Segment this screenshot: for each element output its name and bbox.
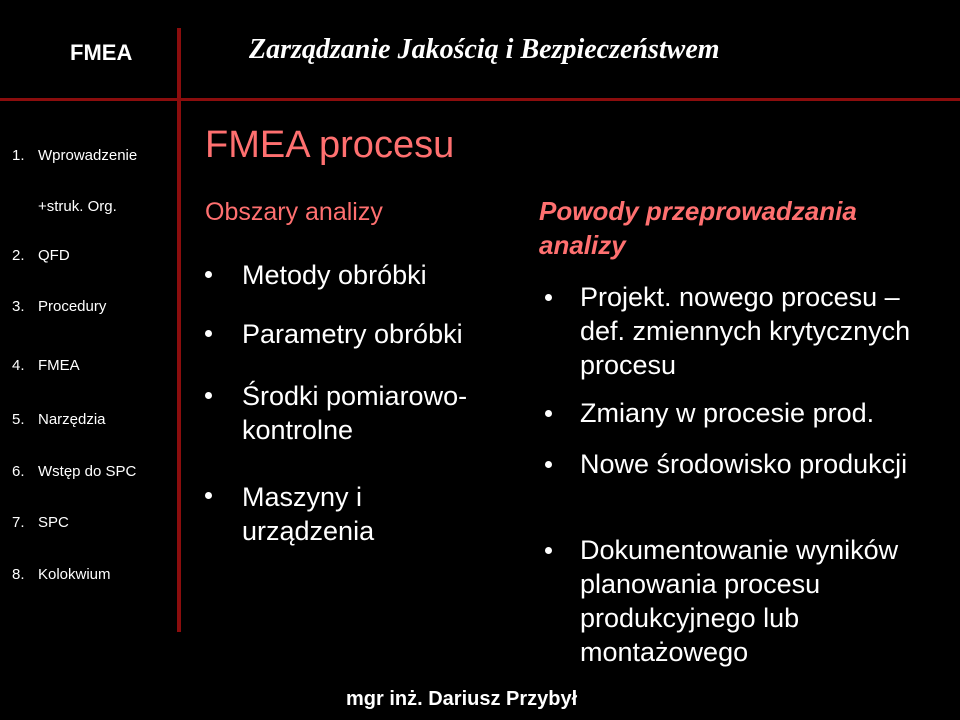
list-item: Metody obróbki (242, 260, 427, 290)
right-subheading: Powody przeprowadzania analizy (539, 196, 857, 260)
sidebar-item-label: SPC (38, 514, 69, 531)
bullet-icon (205, 330, 212, 337)
list-item: Środki pomiarowo-kontrolne (242, 381, 468, 445)
list-item: Maszyny i urządzenia (242, 482, 375, 546)
sidebar-item-struk-org[interactable] (38, 198, 117, 215)
sidebar-item-label: Procedury (38, 298, 107, 315)
list-item: Dokumentowanie wyników planowania procesu produkcyjnego lub montażowego (580, 535, 899, 667)
sidebar-item-wprowadzenie[interactable]: 1. Wprowadzenie (12, 147, 138, 164)
bullet-icon (545, 461, 552, 468)
sidebar-item-wstep-do-spc[interactable]: 6. Wstęp do SPC (12, 463, 137, 480)
sidebar-item-label: QFD (38, 247, 70, 264)
sidebar-item-label: Narzędzia (38, 411, 106, 428)
bullet-icon (545, 294, 552, 301)
sidebar-divider (177, 28, 181, 632)
brand-label: FMEA (70, 40, 133, 65)
sidebar-item-fmea[interactable]: 4. FMEA (12, 357, 80, 374)
sidebar-item-label: Kolokwium (38, 566, 111, 583)
sidebar-item-qfd[interactable]: 2. QFD (12, 247, 70, 264)
slide-title: Zarządzanie Jakością i Bezpieczeństwem (249, 34, 720, 65)
list-item: Projekt. nowego procesu – def. zmiennych krytycznych procesu (580, 282, 911, 380)
footer-author: mgr inż. Dariusz Przybył (346, 688, 578, 710)
sidebar-item-label: Wstęp do SPC (38, 463, 137, 480)
sidebar-item-label: +struk. Org. (38, 198, 117, 215)
bullet-icon (545, 410, 552, 417)
page-title: FMEA procesu (205, 124, 455, 166)
sidebar-item-narzedzia[interactable]: 5. Narzędzia (12, 411, 106, 428)
bullet-icon (205, 392, 212, 399)
list-item: Nowe środowisko produkcji (580, 449, 908, 479)
sidebar-item-kolokwium[interactable]: 8. Kolokwium (12, 566, 111, 583)
bullet-icon (205, 492, 212, 499)
bullet-icon (205, 271, 212, 278)
list-item: Zmiany w procesie prod. (580, 398, 875, 428)
left-subheading: Obszary analizy (205, 198, 383, 226)
sidebar-item-label: FMEA (38, 357, 80, 374)
sidebar-item-label: Wprowadzenie (38, 147, 138, 164)
sidebar-item-procedury[interactable]: 3. Procedury (12, 298, 107, 315)
sidebar-item-spc[interactable]: 7. SPC (12, 514, 69, 531)
list-item: Parametry obróbki (242, 319, 463, 349)
header-divider (0, 98, 960, 101)
bullet-icon (545, 547, 552, 554)
